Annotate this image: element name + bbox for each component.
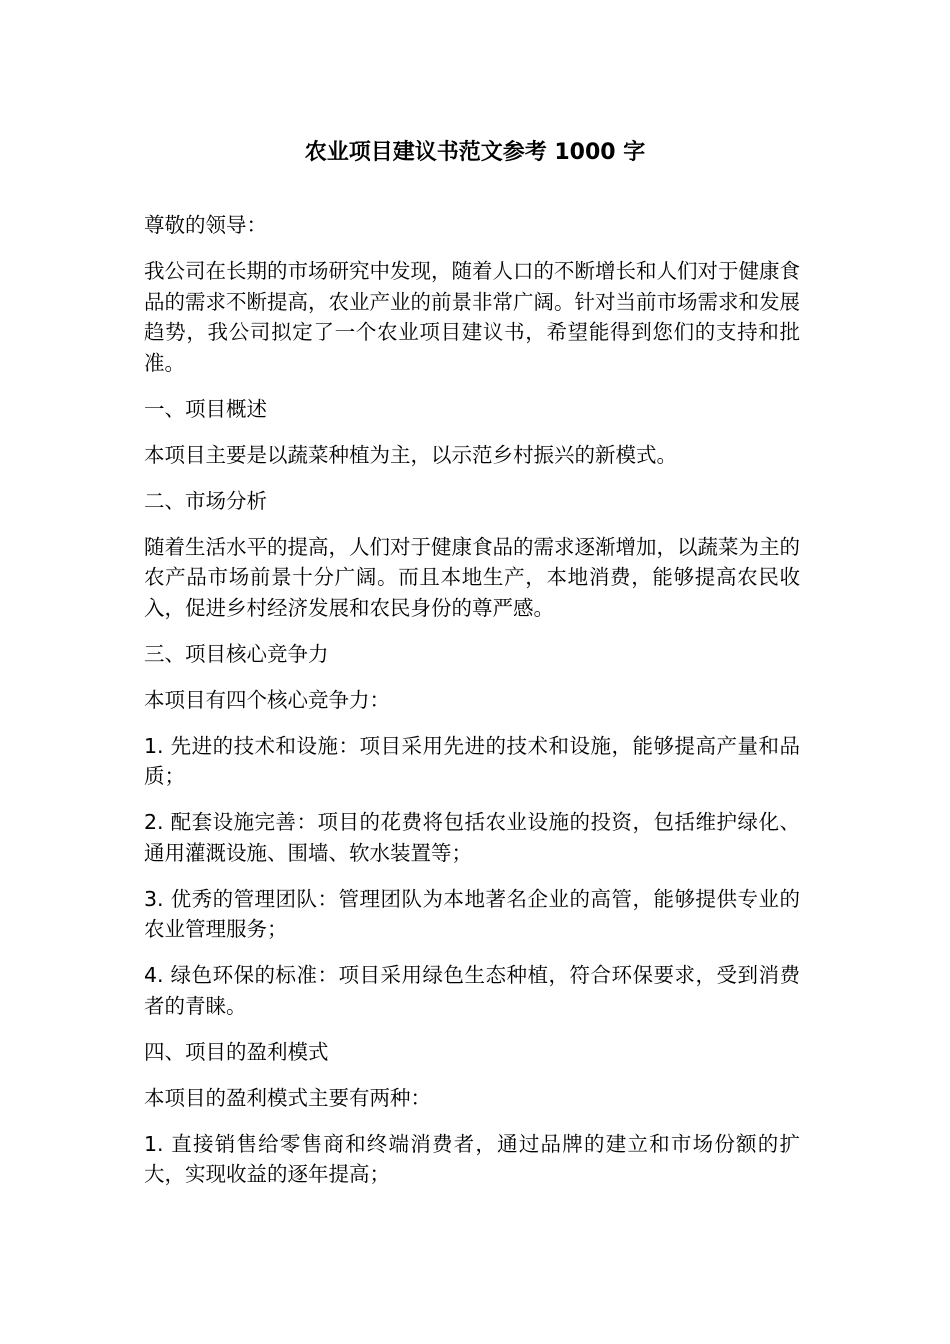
section-heading-competitiveness: 三、项目核心竞争力 <box>144 641 329 666</box>
competitiveness-intro: 本项目有四个核心竞争力： <box>144 687 390 712</box>
document-body <box>144 210 800 1205</box>
profit-model-item: 1. 直接销售给零售商和终端消费者，通过品牌的建立和市场份额的扩大，实现收益的逐年提高； <box>144 1131 800 1186</box>
competitiveness-item: 4. 绿色环保的标准：项目采用绿色生态种植，符合环保要求，受到消费者的青睐。 <box>144 963 800 1018</box>
section-heading-market: 二、市场分析 <box>144 488 267 513</box>
section-heading-overview: 一、项目概述 <box>144 396 267 421</box>
profit-model-intro: 本项目的盈利模式主要有两种： <box>144 1085 431 1110</box>
competitiveness-item: 2. 配套设施完善：项目的花费将包括农业设施的投资，包括维护绿化、通用灌溉设施、围墙、软水装置等； <box>144 810 800 865</box>
overview-paragraph: 本项目主要是以蔬菜种植为主，以示范乡村振兴的新模式。 <box>144 442 677 467</box>
competitiveness-item: 3. 优秀的管理团队：管理团队为本地著名企业的高管，能够提供专业的农业管理服务； <box>144 886 800 941</box>
competitiveness-item: 1. 先进的技术和设施：项目采用先进的技术和设施，能够提高产量和品质； <box>144 733 800 788</box>
salutation: 尊敬的领导： <box>144 213 267 237</box>
document-title: 农业项目建议书范文参考 1000 字 <box>304 140 646 165</box>
intro-paragraph: 我公司在长期的市场研究中发现，随着人口的不断增长和人们对于健康食品的需求不断提高，农业产业的前景非常广阔。针对当前市场需求和发展趋势，我公司拟定了一个农业项目建议书，希望能得到您们的支持和批准。 <box>144 259 800 375</box>
market-paragraph: 随着生活水平的提高，人们对于健康食品的需求逐渐增加，以蔬菜为主的农产品市场前景十分广阔。而且本地生产，本地消费，能够提高农民收入，促进乡村经济发展和农民身份的尊严感。 <box>144 534 800 620</box>
section-heading-profit-model: 四、项目的盈利模式 <box>144 1039 329 1064</box>
